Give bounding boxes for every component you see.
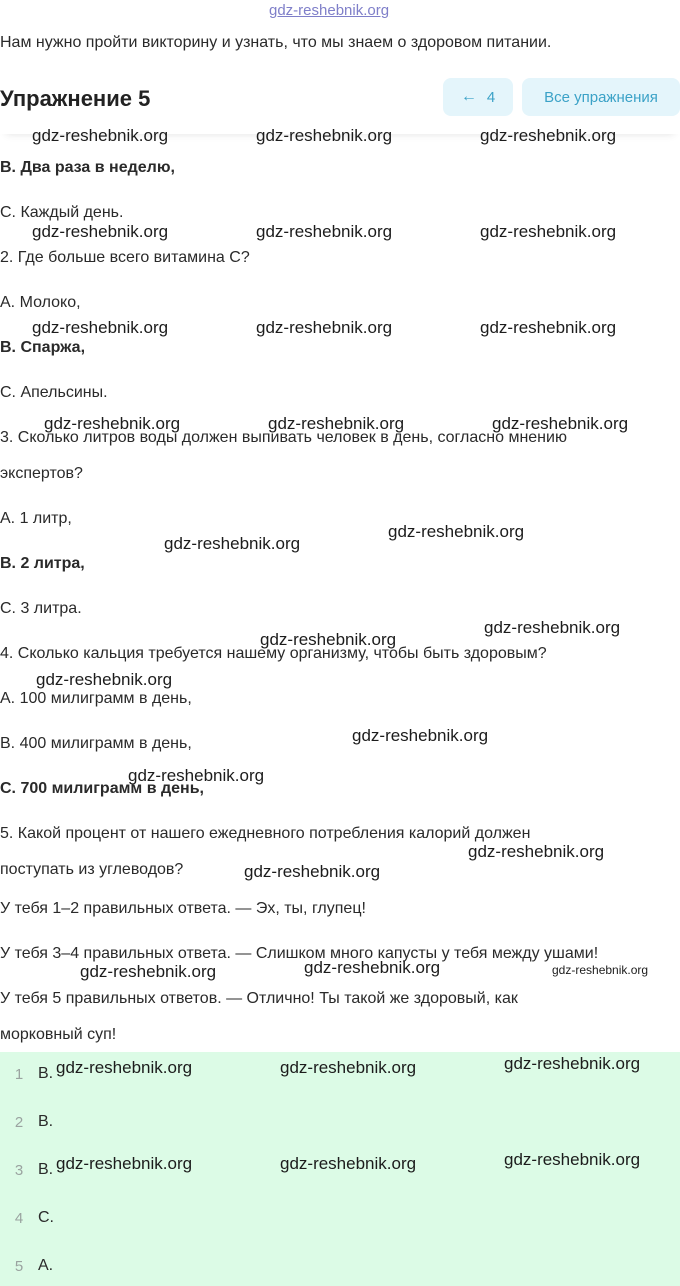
text-line: У тебя 1–2 правильных ответа. — Эх, ты, глупец! (0, 900, 366, 917)
text-line: поступать из углеводов? (0, 861, 184, 878)
watermark: gdz-reshebnik.org (244, 862, 381, 881)
answer-number: 3 (14, 1161, 24, 1179)
watermark: gdz-reshebnik.org (256, 222, 393, 241)
text-line: А. Молоко, (0, 294, 81, 311)
watermark: gdz-reshebnik.org (504, 1054, 641, 1073)
answer-number: 5 (14, 1257, 24, 1275)
watermark: gdz-reshebnik.org (56, 1058, 193, 1077)
answer-value: В. (38, 1161, 54, 1178)
watermark: gdz-reshebnik.org (492, 414, 629, 433)
prev-exercise-label: 4 (486, 88, 496, 106)
answer-value: С. (38, 1209, 54, 1226)
answer-number: 4 (14, 1209, 24, 1227)
answer-value: А. (38, 1257, 54, 1274)
text-line: С. 700 милиграмм в день, (0, 780, 204, 797)
watermark: gdz-reshebnik.org (260, 630, 397, 649)
watermark: gdz-reshebnik.org (552, 963, 649, 977)
watermark: gdz-reshebnik.org (128, 766, 265, 785)
watermark: gdz-reshebnik.org (32, 126, 169, 145)
intro-text: Нам нужно пройти викторину и узнать, что мы знаем о здоровом питании. (0, 34, 552, 51)
answer-row (0, 1158, 53, 1182)
answer-value: В. (38, 1065, 54, 1082)
watermark: gdz-reshebnik.org (484, 618, 621, 637)
watermark: gdz-reshebnik.org (280, 1154, 417, 1173)
watermark: gdz-reshebnik.org (468, 842, 605, 861)
text-line: С. Апельсины. (0, 384, 108, 401)
answer-row (0, 1110, 53, 1134)
answer-row (0, 1254, 53, 1278)
text-line: 4. Сколько кальция требуется нашему организму, чтобы быть здоровым? (0, 645, 547, 662)
watermark: gdz-reshebnik.org (280, 1058, 417, 1077)
watermark: gdz-reshebnik.org (44, 414, 181, 433)
watermark: gdz-reshebnik.org (80, 962, 217, 981)
watermark: gdz-reshebnik.org (352, 726, 489, 745)
arrow-left-icon: ← (460, 88, 477, 105)
text-line: У тебя 5 правильных ответов. — Отлично! Ты такой же здоровый, как (0, 990, 518, 1007)
text-line: У тебя 3–4 правильных ответа. — Слишком много капусты у тебя между ушами! (0, 945, 599, 962)
text-line: А. 1 литр, (0, 510, 72, 527)
text-line: В. 400 милиграмм в день, (0, 735, 192, 752)
watermark: gdz-reshebnik.org (480, 318, 617, 337)
exercise-title: Упражнение 5 (0, 86, 151, 111)
text-line: С. 3 литра. (0, 600, 82, 617)
text-line: 3. Сколько литров воды должен выпивать человек в день, согласно мнению (0, 429, 567, 446)
watermark: gdz-reshebnik.org (480, 126, 617, 145)
site-link[interactable]: gdz-reshebnik.org (269, 2, 390, 19)
prev-exercise-button[interactable] (443, 78, 513, 116)
text-line: В. 2 литра, (0, 555, 85, 572)
text-line: экспертов? (0, 465, 83, 482)
answer-row (0, 1206, 54, 1230)
watermark: gdz-reshebnik.org (480, 222, 617, 241)
watermark: gdz-reshebnik.org (164, 534, 301, 553)
text-line: 2. Где больше всего витамина С? (0, 249, 250, 266)
text-line: 5. Какой процент от нашего ежедневного потребления калорий должен (0, 825, 531, 842)
answer-row (0, 1062, 53, 1086)
watermark: gdz-reshebnik.org (304, 958, 441, 977)
answer-value: В. (38, 1113, 54, 1130)
text-line: В. Два раза в неделю, (0, 159, 175, 176)
watermark: gdz-reshebnik.org (32, 318, 169, 337)
answer-number: 1 (14, 1065, 24, 1083)
watermark: gdz-reshebnik.org (388, 522, 525, 541)
watermark: gdz-reshebnik.org (268, 414, 405, 433)
all-exercises-label: Все упражнения (544, 88, 658, 106)
text-line: С. Каждый день. (0, 204, 124, 221)
watermark: gdz-reshebnik.org (256, 126, 393, 145)
all-exercises-button[interactable] (522, 78, 680, 116)
watermark: gdz-reshebnik.org (36, 670, 173, 689)
text-line: В. Спаржа, (0, 339, 86, 356)
text-line: морковный суп! (0, 1026, 117, 1043)
exercise-header (0, 74, 680, 134)
watermark: gdz-reshebnik.org (504, 1150, 641, 1169)
answer-number: 2 (14, 1113, 24, 1131)
watermark: gdz-reshebnik.org (56, 1154, 193, 1173)
text-line: А. 100 милиграмм в день, (0, 690, 192, 707)
watermark: gdz-reshebnik.org (32, 222, 169, 241)
watermark: gdz-reshebnik.org (256, 318, 393, 337)
